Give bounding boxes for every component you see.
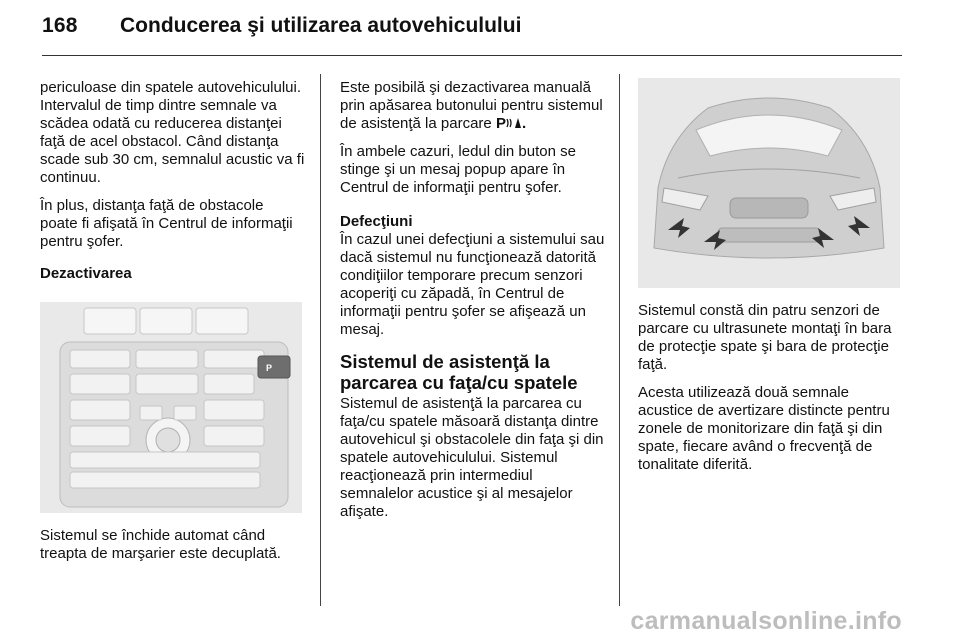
parking-button-label: P — [266, 363, 273, 373]
column-left-caption — [40, 527, 305, 573]
section-heading-parking-assist: Sistemul de asistenţă la parcarea cu faţa/cu spatele — [340, 351, 578, 393]
column-right — [638, 302, 906, 484]
page-title: Conducerea şi utilizarea autovehiculului — [120, 14, 522, 37]
parking-waves-icon — [506, 117, 522, 129]
column-middle — [340, 79, 608, 531]
paragraph: periculoase din spatele autovehiculului. Intervalul de timp dintre semnale va scădea odată cu reducerea distanţei faţă de acel obstacol. Când distanţa scade sub 30 cm, semnalul acustic va fi continuu. — [40, 79, 305, 186]
section-heading-deactivation: Dezactivarea — [40, 265, 132, 282]
parking-assist-symbol: P . — [495, 115, 527, 132]
section-heading-faults: Defecţiuni — [340, 213, 413, 230]
column-divider-1 — [320, 74, 321, 606]
header-rule — [42, 55, 902, 56]
paragraph: Acesta utilizează două semnale acustice de avertizare distincte pentru zonele de monitorizare din faţă şi din spate, fiecare având o frecvenţă de tonalitate diferită. — [638, 384, 890, 473]
column-left — [40, 79, 305, 291]
paragraph: În cazul unei defecţiuni a sistemului sau dacă sistemul nu funcţionează datorită condiţiilor temporare precum senzori acoperiţi cu zăpadă, în Centrul de informaţii pentru şofer se afişează un mesaj. — [340, 231, 605, 338]
console-drawing — [40, 302, 302, 513]
paragraph: În plus, distanţa faţă de obstacole poate fi afişată în Centrul de informaţii pentru şofer. — [40, 197, 293, 250]
car-front-sensors-illustration — [638, 78, 900, 288]
caption: Sistemul se închide automat când treapta de marşarier este decuplată. — [40, 527, 281, 562]
column-divider-2 — [619, 74, 620, 606]
page-number: 168 — [42, 14, 78, 37]
paragraph: În ambele cazuri, ledul din buton se stinge şi un mesaj popup apare în Centrul de informaţii pentru şofer. — [340, 143, 576, 196]
center-console-illustration — [40, 302, 302, 513]
car-drawing — [638, 78, 900, 288]
paragraph: Sistemul constă din patru senzori de parcare cu ultrasunete montaţi în bara de protecţie spate şi bara de protecţie faţă. — [638, 302, 892, 373]
paragraph: Este posibilă şi dezactivarea manuală prin apăsarea butonului pentru sistemul de asistenţă la parcare P . — [340, 79, 603, 132]
page-header — [0, 0, 960, 50]
paragraph: Sistemul de asistenţă la parcarea cu faţa/cu spatele măsoară distanţa dintre autovehicul şi obstacolele din faţa şi din spatele autovehiculului. Sistemul reacţionează prin intermediul semnalelor acustice şi al mesajelor afişate. — [340, 395, 604, 520]
watermark: carmanualsonline.info — [630, 607, 902, 635]
